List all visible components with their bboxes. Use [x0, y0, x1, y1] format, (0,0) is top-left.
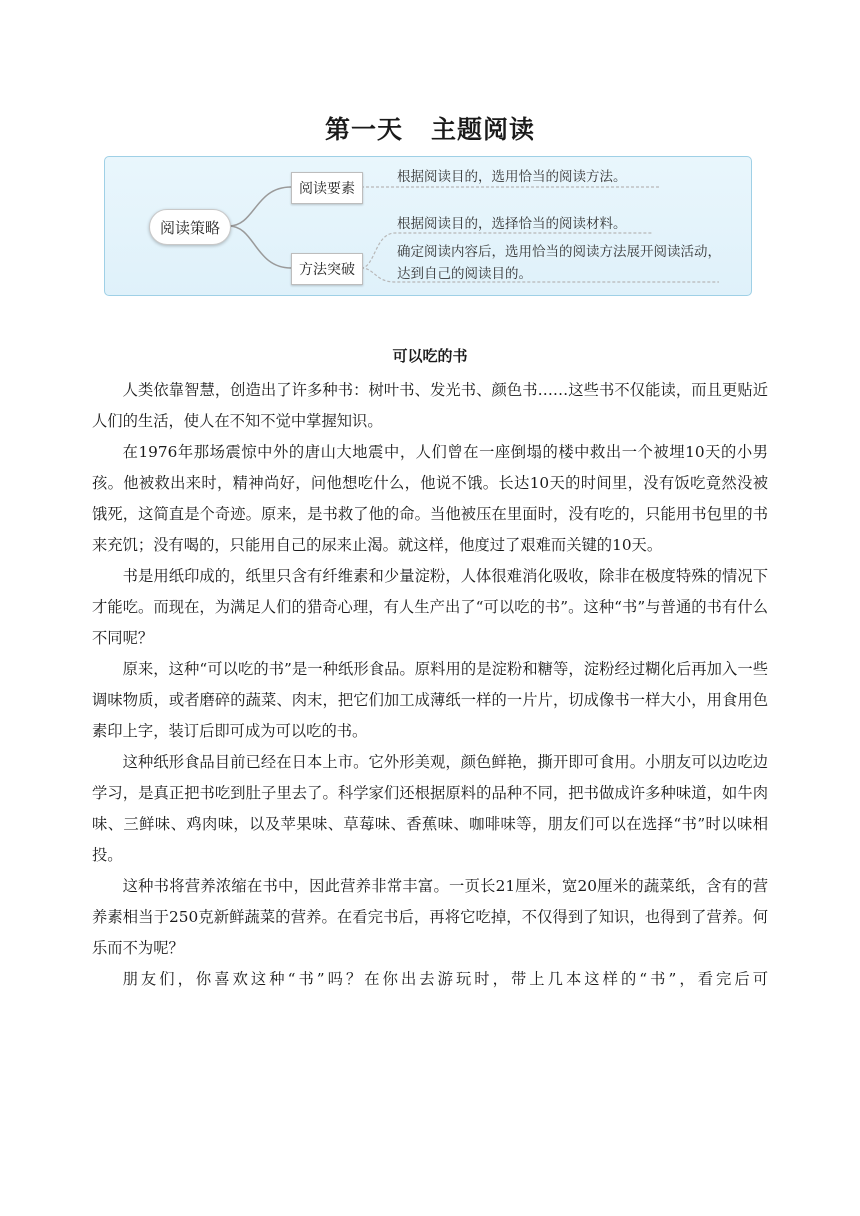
page-title-day: 第一天: [324, 115, 403, 144]
branch-reading-elements: 阅读要素: [291, 172, 363, 204]
leaf-method-2: 确定阅读内容后，选用恰当的阅读方法展开阅读活动，达到自己的阅读目的。: [397, 244, 721, 282]
paragraph: 这种书将营养浓缩在书中，因此营养非常丰富。一页长21厘米，宽20厘米的蔬菜纸，含有的营养素相当于250克新鲜蔬菜的营养。在看完书后，再将它吃掉，不仅得到了知识，也得到了营养。何乐而不为呢？: [92, 877, 768, 957]
paragraph: 在1976年那场震惊中外的唐山大地震中，人们曾在一座倒塌的楼中救出一个被埋10天的小男孩。他被救出来时，精神尚好，问他想吃什么，他说不饿。长达10天的时间里，没有饭吃竟然没被饿死，这简直是个奇迹。原来，是书救了他的命。当他被压在里面时，没有吃的，只能用书包里的书来充饥；没有喝的，只能用自己的尿来止渴。就这样，他度过了艰难而关键的10天。: [92, 443, 768, 554]
paragraph: 人类依靠智慧，创造出了许多种书：树叶书、发光书、颜色书……这些书不仅能读，而且更贴近人们的生活，使人在不知不觉中掌握知识。: [92, 381, 768, 430]
page-title: [0, 110, 860, 146]
strategy-root-node: 阅读策略: [149, 209, 231, 245]
branch-method-breakthrough: 方法突破: [291, 253, 363, 285]
paragraph: 这种纸形食品目前已经在日本上市。它外形美观，颜色鲜艳，撕开即可食用。小朋友可以边吃边学习，是真正把书吃到肚子里去了。科学家们还根据原料的品种不同，把书做成许多种味道，如牛肉味、三鲜味、鸡肉味，以及苹果味、草莓味、香蕉味、咖啡味等，朋友们可以在选择“书”时以味相投。: [92, 753, 768, 864]
article-title: 可以吃的书: [392, 347, 468, 365]
page-title-topic: 主题阅读: [431, 115, 536, 144]
leaf-reading-elements-1: 根据阅读目的，选用恰当的阅读方法。: [397, 169, 627, 185]
leaf-method-1: 根据阅读目的，选择恰当的阅读材料。: [397, 216, 627, 232]
paragraph: 书是用纸印成的，纸里只含有纤维素和少量淀粉，人体很难消化吸收，除非在极度特殊的情况下才能吃。而现在，为满足人们的猎奇心理，有人生产出了“可以吃的书”。这种“书”与普通的书有什么不同呢？: [92, 567, 768, 647]
article-body: [92, 375, 768, 995]
paragraph: 原来，这种“可以吃的书”是一种纸形食品。原料用的是淀粉和糖等，淀粉经过糊化后再加入一些调味物质，或者磨碎的蔬菜、肉末，把它们加工成薄纸一样的一片片，切成像书一样大小，用食用色素印上字，装订后即可成为可以吃的书。: [92, 660, 768, 740]
paragraph: 朋友们，你喜欢这种“书”吗？在你出去游玩时，带上几本这样的“书”，看完后可: [122, 970, 768, 988]
reading-strategy-diagram: [104, 156, 752, 296]
